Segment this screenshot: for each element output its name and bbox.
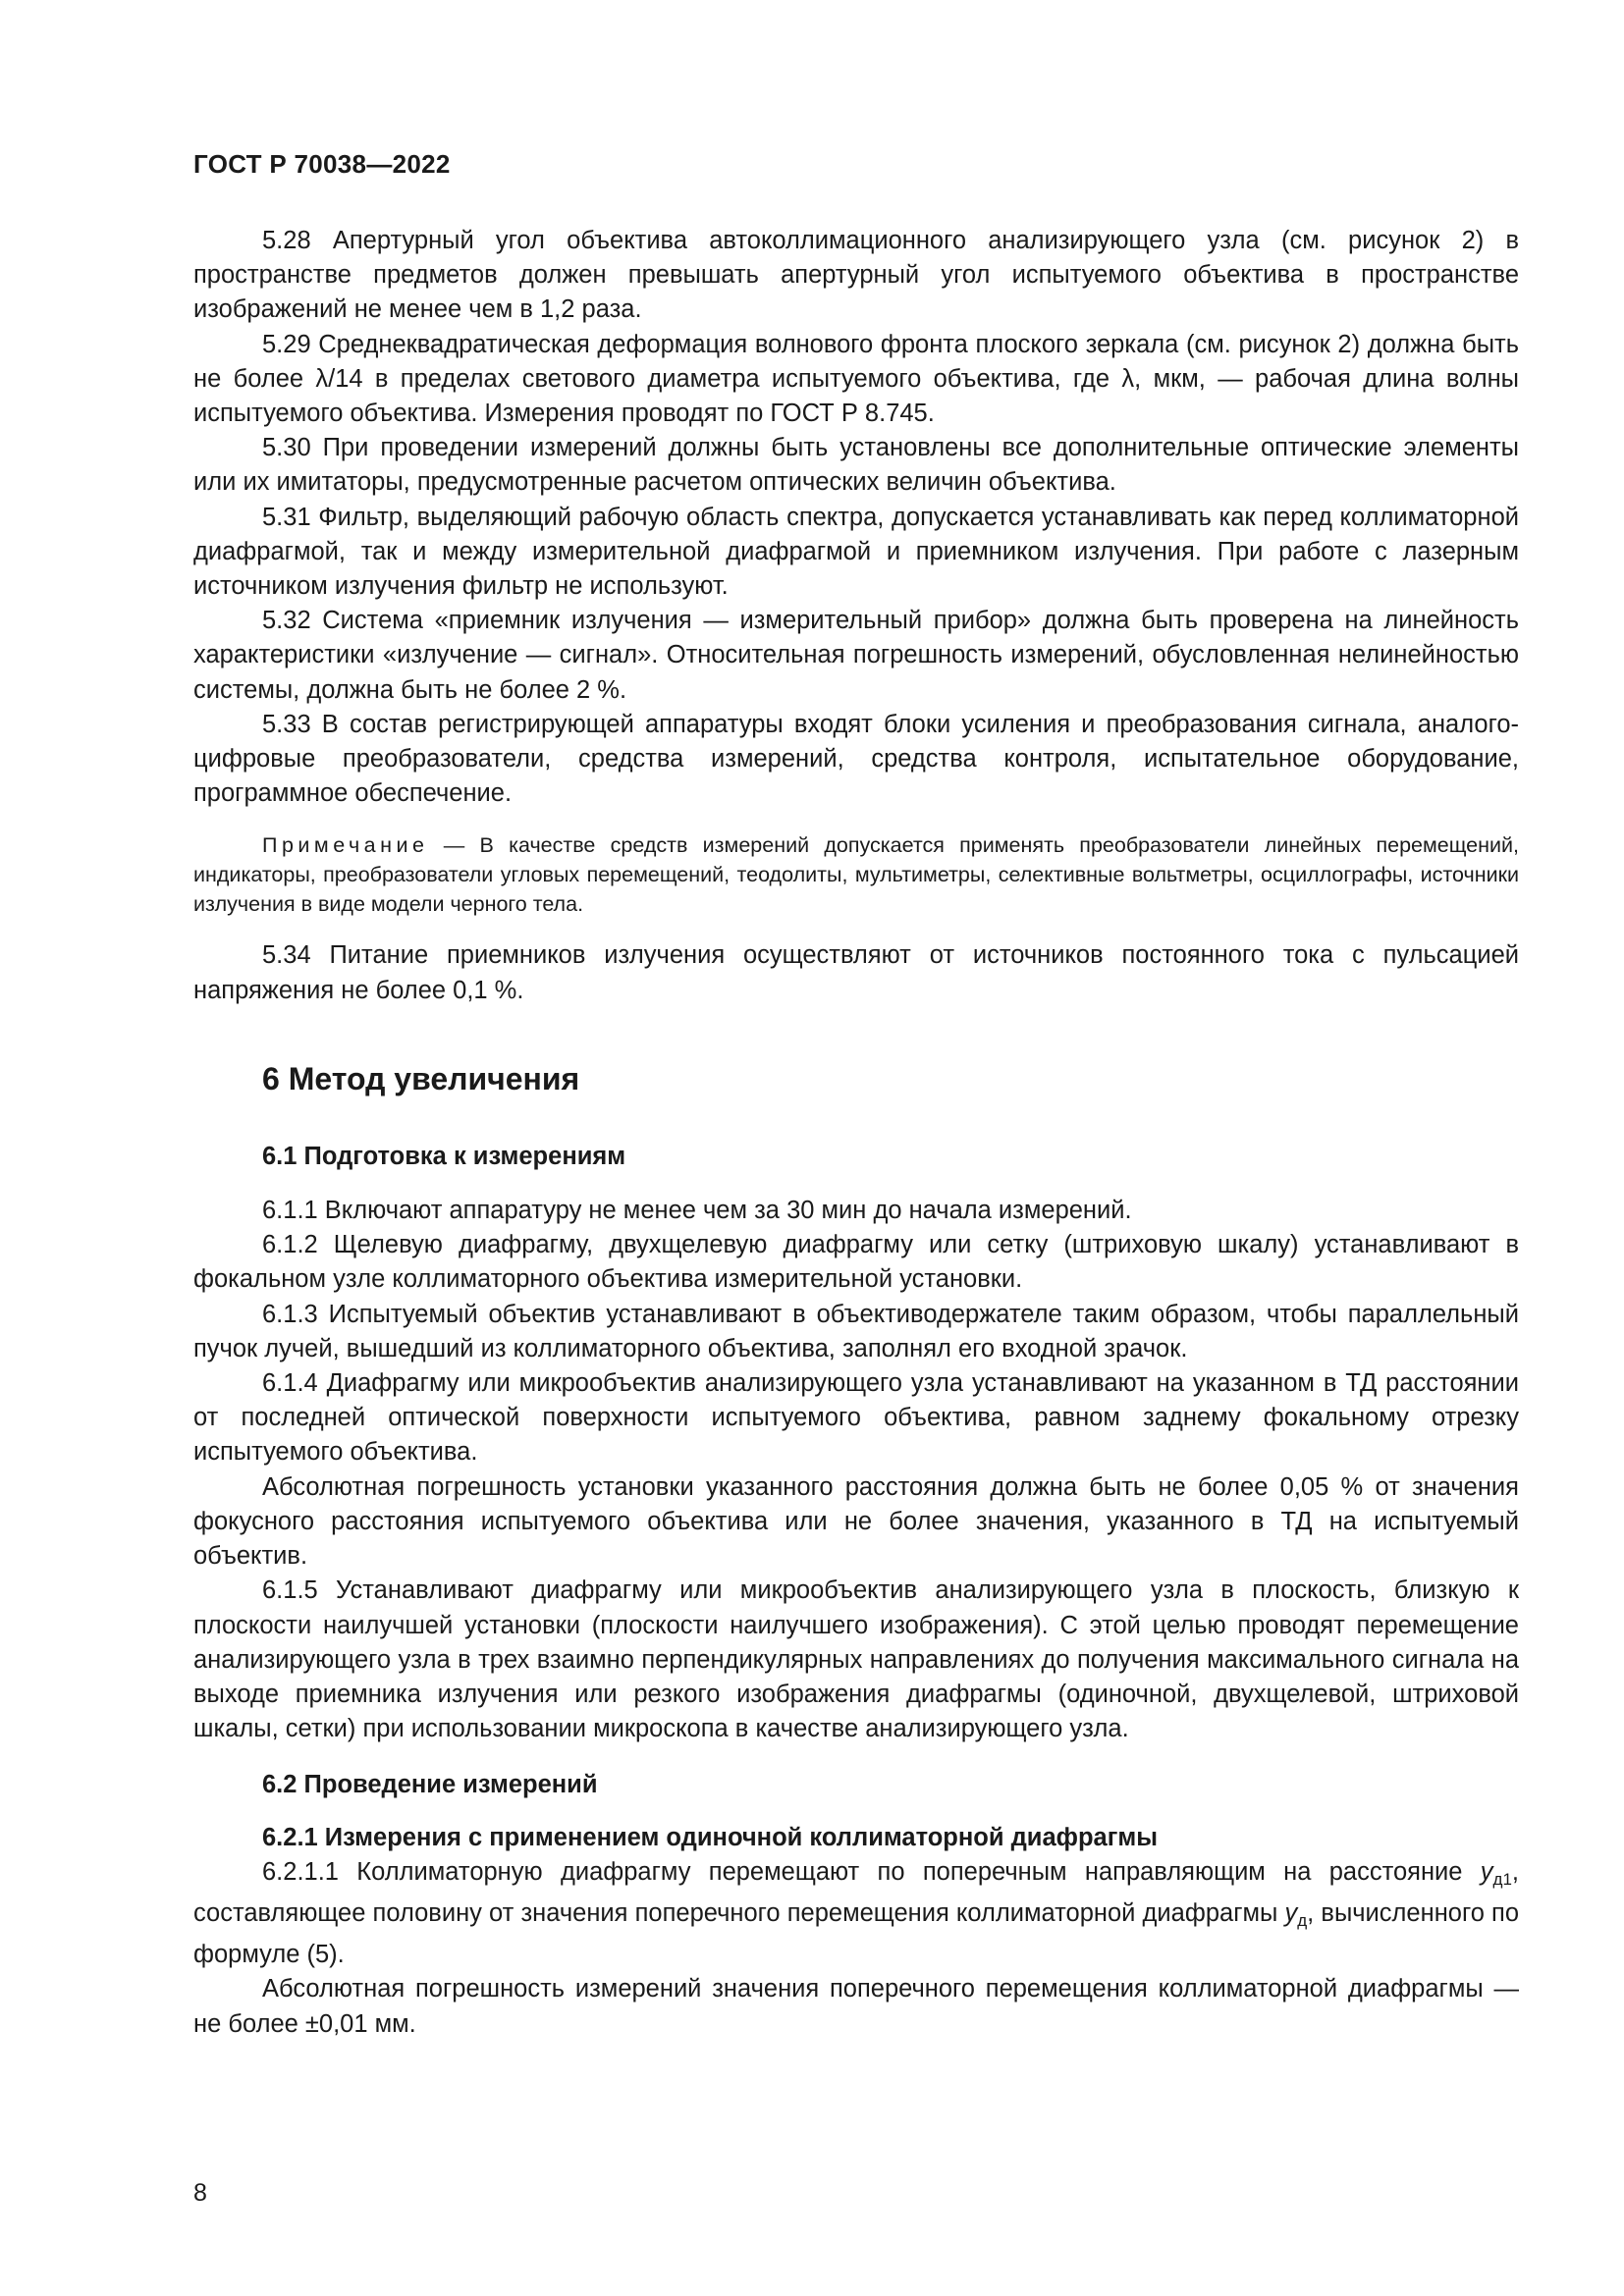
note-label: Примечание bbox=[262, 833, 429, 858]
paragraph-6-1-2: 6.1.2 Щелевую диафрагму, двухщелевую диафрагму или сетку (штриховую шкалу) устанавливают в фокальном узле коллиматорного объектива измерительной установки. bbox=[193, 1231, 1519, 1294]
paragraph-5-33: 5.33 В состав регистрирующей аппаратуры входят блоки усиления и преобразования сигнала, аналого-цифровые преобразователи, средства измерений, средства контроля, испытательное оборудование, программное обеспечение. bbox=[193, 710, 1519, 808]
section-6-2-title: 6.2 Проведение измерений bbox=[262, 1771, 598, 1799]
note bbox=[193, 830, 1519, 919]
section-6-title: 6 Метод увеличения bbox=[262, 1060, 580, 1096]
page-content bbox=[193, 224, 1519, 2042]
subscript-d: д bbox=[1297, 1910, 1308, 1930]
paragraph-6-1-4: 6.1.4 Диафрагму или микрообъектив анализирующего узла устанавливают на указанном в ТД расстоянии от последней оптической поверхности испытуемого объектива, равном заднему фокальному отрезку испытуемого объектива. bbox=[193, 1369, 1519, 1467]
paragraph-6-1-3: 6.1.3 Испытуемый объектив устанавливают в объективодержателе таким образом, чтобы параллельный пучок лучей, вышедший из коллиматорного объектива, заполнял его входной зрачок. bbox=[193, 1300, 1519, 1362]
paragraph-6-1-5: 6.1.5 Устанавливают диафрагму или микрообъектив анализирующего узла в плоскость, близкую к плоскости наилучшей установки (плоскости наилучшего изображения). С этой целью проводят перемещение анализирующего узла в трех взаимно перпендикулярных направлениях до получения максимального сигнала на выходе приемника излучения или резкого изображения диафрагмы (одиночной, двухщелевой, штриховой шкалы, сетки) при использовании микроскопа в качестве анализирующего узла. bbox=[193, 1576, 1519, 1743]
paragraph-6-2-1-1: 6.2.1.1 Коллиматорную диафрагму перемещают по поперечным направляющим на расстояние $y_{д1}$, составляющее половину от значения поперечного перемещения коллиматорной диафрагмы $y_д$, вычисленного по формуле (5). bbox=[193, 1857, 1520, 1969]
section-6-1-title: 6.1 Подготовка к измерениям bbox=[262, 1142, 626, 1170]
paragraph-5-34: 5.34 Питание приемников излучения осуществляют от источников постоянного тока с пульсацией напряжения не более 0,1 %. bbox=[193, 941, 1519, 1004]
paragraph-6-1-4-accuracy: Абсолютная погрешность установки указанного расстояния должна быть не более 0,05 % от значения фокусного расстояния испытуемого объектива или не более значения, указанного в ТД на испытуемый объектив. bbox=[193, 1472, 1519, 1571]
paragraph-6-2-1-1-accuracy: Абсолютная погрешность измерений значения поперечного перемещения коллиматорной диафрагмы — не более ±0,01 мм. bbox=[193, 1975, 1519, 2038]
page-number: 8 bbox=[193, 2179, 207, 2207]
document-page bbox=[193, 0, 1519, 2296]
paragraph-5-28: 5.28 Апертурный угол объектива автоколлимационного анализирующего узла (см. рисунок 2) в пространстве предметов должен превышать апертурный угол испытуемого объектива в пространстве изображений не менее чем в 1,2 раза. bbox=[193, 227, 1519, 324]
variable-y: y bbox=[1480, 1857, 1493, 1886]
standard-header: ГОСТ Р 70038—2022 bbox=[193, 149, 451, 179]
paragraph-5-31: 5.31 Фильтр, выделяющий рабочую область спектра, допускается устанавливать как перед коллиматорной диафрагмой, так и между измерительной диафрагмой и приемником излучения. При работе с лазерным источником излучения фильтр не используют. bbox=[193, 503, 1519, 601]
note-text: — В качестве средств измерений допускается применять преобразователи линейных перемещений, индикаторы, преобразователи угловых перемещений, теодолиты, мультиметры, селективные вольтметры, осциллографы, источники излучения в виде модели черного тела. bbox=[193, 833, 1519, 917]
paragraph-5-32: 5.32 Система «приемник излучения — измерительный прибор» должна быть проверена на линейность характеристики «излучение — сигнал». Относительная погрешность измерений, обусловленная нелинейностью системы, должна быть не более 2 %. bbox=[193, 607, 1519, 704]
section-6-2-1-title: 6.2.1 Измерения с применением одиночной коллиматорной диафрагмы bbox=[262, 1823, 1158, 1851]
paragraph-5-29: 5.29 Среднеквадратическая деформация волнового фронта плоского зеркала (см. рисунок 2) должна быть не более λ/14 в пределах светового диаметра испытуемого объектива, где λ, мкм, — рабочая длина волны испытуемого объектива. Измерения проводят по ГОСТ Р 8.745. bbox=[193, 330, 1519, 428]
variable-y: y bbox=[1284, 1898, 1298, 1927]
paragraph-6-1-1: 6.1.1 Включают аппаратуру не менее чем за 30 мин до начала измерений. bbox=[262, 1197, 1132, 1225]
paragraph-5-30: 5.30 При проведении измерений должны быть установлены все дополнительные оптические элементы или их имитаторы, предусмотренные расчетом оптических величин объектива. bbox=[193, 434, 1519, 497]
subscript-d1: д1 bbox=[1492, 1869, 1512, 1889]
